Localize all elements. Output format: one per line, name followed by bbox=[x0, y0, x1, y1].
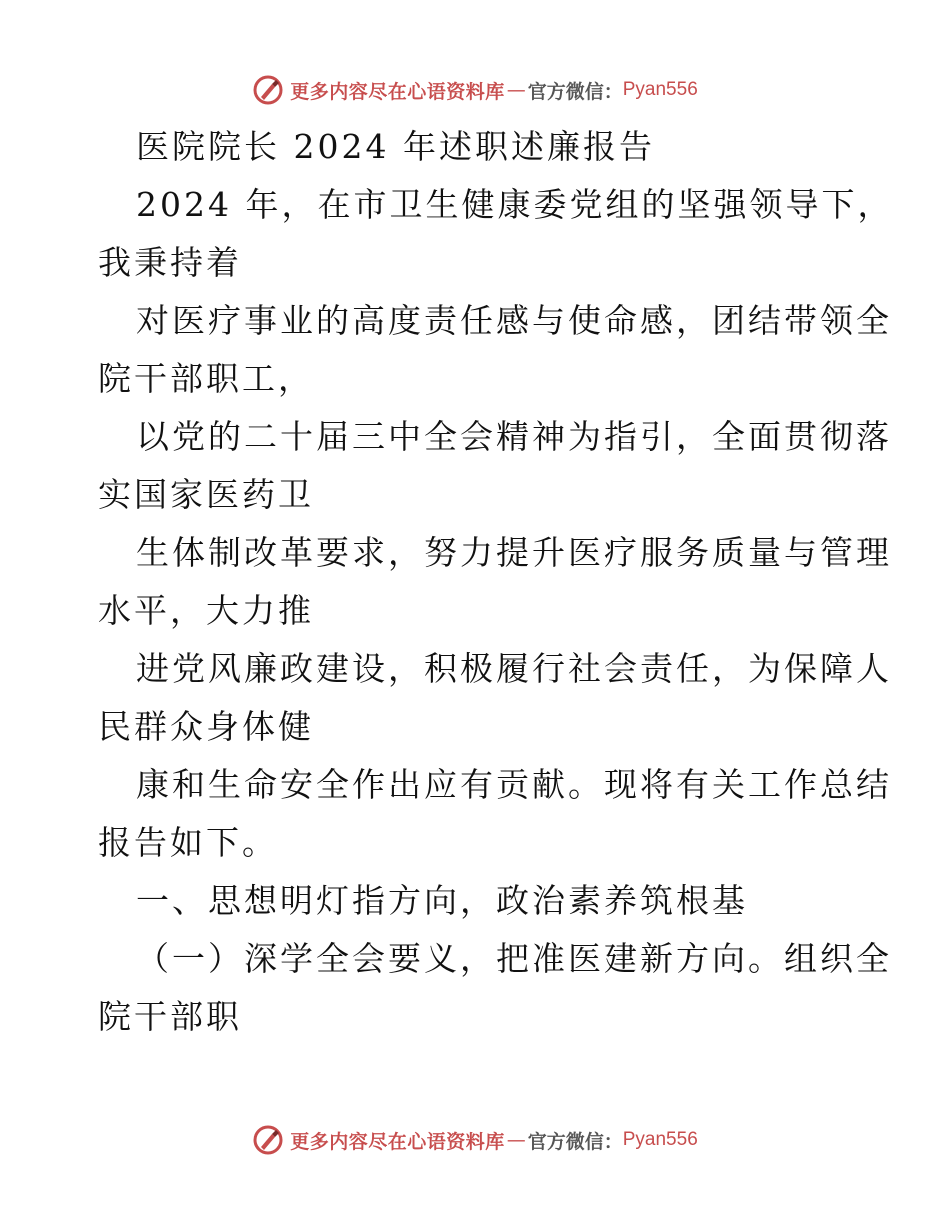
paragraph-line: 以党的二十届三中全会精神为指引，全面贯彻落 bbox=[136, 417, 892, 456]
watermark-main-text: 更多内容尽在心语资料库 bbox=[290, 1130, 505, 1153]
paragraph-line: 实国家医药卫 bbox=[98, 475, 314, 514]
paragraph-line: 对医疗事业的高度责任感与使命感，团结带领全 bbox=[136, 301, 892, 340]
paragraph-line: （一）深学全会要义，把准医建新方向。组织全 bbox=[136, 939, 892, 978]
paragraph-line: 2024 年，在市卫生健康委党组的坚强领导下， bbox=[136, 185, 894, 224]
watermark-dash: — bbox=[506, 79, 526, 101]
paragraph-line: 报告如下。 bbox=[98, 823, 278, 862]
paragraph-line: 我秉持着 bbox=[98, 243, 242, 282]
watermark-official-label: 官方微信： bbox=[527, 80, 623, 103]
paragraph-line: 康和生命安全作出应有贡献。现将有关工作总结 bbox=[136, 765, 892, 804]
watermark-wechat-id: Pyan556 bbox=[622, 79, 698, 100]
watermark-dash: — bbox=[506, 1129, 526, 1151]
document-body bbox=[98, 118, 894, 1046]
paragraph-line: 院干部职工， bbox=[98, 359, 314, 398]
header-watermark bbox=[0, 70, 950, 110]
paragraph-line: 院干部职 bbox=[98, 997, 242, 1036]
paragraph-line: 水平，大力推 bbox=[98, 591, 314, 630]
paragraph-line: 生体制改革要求，努力提升医疗服务质量与管理 bbox=[136, 533, 892, 572]
pen-logo-icon bbox=[252, 1124, 284, 1156]
watermark-official-label: 官方微信： bbox=[527, 1130, 623, 1153]
paragraph-line: 民群众身体健 bbox=[98, 707, 314, 746]
footer-watermark bbox=[0, 1120, 950, 1160]
section-heading: 一、思想明灯指方向，政治素养筑根基 bbox=[136, 881, 748, 920]
watermark-main-text: 更多内容尽在心语资料库 bbox=[290, 80, 505, 103]
paragraph-line: 进党风廉政建设，积极履行社会责任，为保障人 bbox=[136, 649, 892, 688]
document-title: 医院院长 2024 年述职述廉报告 bbox=[136, 127, 655, 166]
pen-logo-icon bbox=[252, 74, 284, 106]
watermark-wechat-id: Pyan556 bbox=[622, 1129, 698, 1150]
